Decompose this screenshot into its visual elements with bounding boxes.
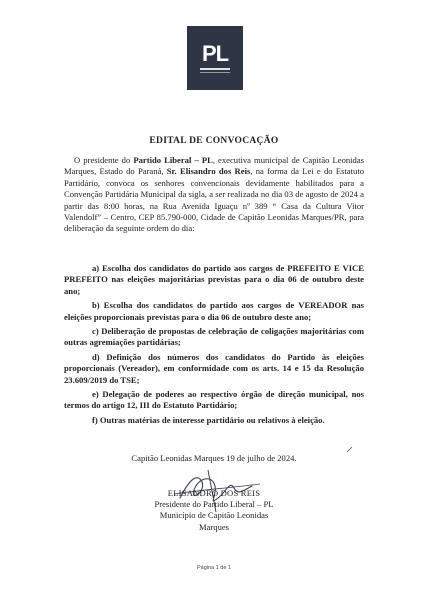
agenda-item-f: f) Outras matérias de interesse partidário ou relativos à eleição. [92,414,325,425]
logo-text: PL [201,41,229,66]
signer-name: ELISANDRO DOS REIS [167,488,261,498]
agenda-item-d: d) Definição dos números dos candidatos do Partido às eleições proporcionais (Vereador), em conformidade com os arts. 14 e 15 da Resolução 23.609/2019 do TSE; [64,351,364,385]
party-name: Partido Liberal – PL [133,155,213,165]
document-title: EDITAL DE CONVOCAÇÃO [149,136,279,146]
pen-mark [346,445,354,453]
logo-underline [200,68,230,70]
signer-role-3: Marques [198,521,230,532]
intro-text-1: O presidente do [74,155,134,165]
page-number: Página 1 de 1 [197,565,231,571]
signer-role-2: Município de Capitão Leonidas [159,510,269,521]
date-line: Capitão Leonidas Marques 19 de julho de 2024. [131,453,297,463]
intro-text-2: , executiva municipal de Capitão Leonidas Marques, Estado do Paraná, [64,155,365,177]
logo-subline [200,72,230,73]
agenda-list [64,263,364,429]
agenda-item-c: c) Deliberação de propostas de celebração de coligações majoritárias com outras agremiações partidárias; [64,326,364,348]
signer-role-1: Presidente do Partido Liberal – PL [154,499,274,510]
president-name: Sr. Elisandro dos Reis [166,166,251,177]
intro-paragraph [64,155,364,235]
signature-block [110,488,318,533]
agenda-item-e: e) Delegação de poderes ao respectivo órgão de direção municipal, nos termos do artigo 12, III do Estatuto Partidário; [64,389,364,411]
party-logo [187,26,243,90]
agenda-item-a: a) Escolha dos candidatos do partido aos cargos de PREFEITO E VICE PREFEITO nas eleições majoritárias previstas para o dia 06 de outubro deste ano; [64,263,364,296]
intro-text-3: , na forma da Lei e do Estatuto Partidário, convoca os senhores convencionais devidamente habilitados para a Convenção Partidária Municipal da sigla, a ser realizada no dia 03 de agosto de 2024 a partir das 8:00 horas, na Rua Avenida Iguaçu nº 389 “ Casa da Cultura Vitor Valendolf” – Centro, CEP 85.790-000, Cidade de Capitão Leonidas Marques/PR, para deliberação da seguinte ordem do dia: [64,166,365,234]
agenda-item-b: b) Escolha dos candidatos do partido aos cargos de VEREADOR nas eleições proporcionais previstas para o dia 06 de outubro deste ano; [64,300,364,322]
